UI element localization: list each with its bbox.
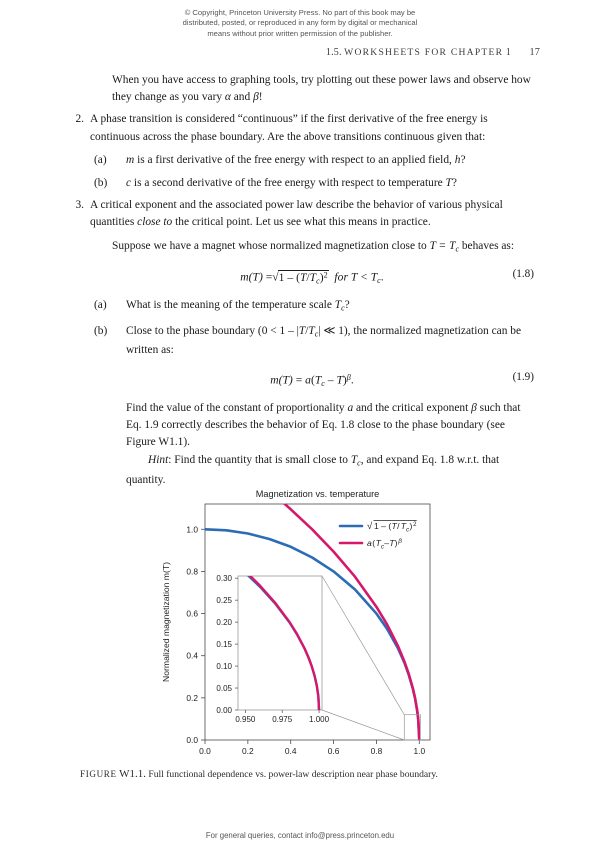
eq19-close: ) <box>342 373 347 387</box>
legend-0-close: ) <box>409 521 413 532</box>
x-tick-label: 0.6 <box>327 746 340 756</box>
legend-0-Tc: T <box>400 521 406 532</box>
list-item-3b-slash: / <box>305 324 309 337</box>
alpha-symbol: α <box>224 91 231 104</box>
list-item-3b-T2-sub: c <box>314 329 319 339</box>
running-head-section: 1.5. <box>325 47 342 58</box>
find-value-paragraph <box>126 400 534 452</box>
inset-x-tick-label: 0.950 <box>235 715 256 724</box>
legend-1-Tc: T <box>375 538 381 549</box>
chart-container <box>0 486 600 758</box>
x-tick-label: 0.0 <box>199 746 211 756</box>
eq19-a: a <box>305 373 311 387</box>
eq18-radicand-sub: c <box>316 276 320 286</box>
list-item-2 <box>68 111 534 192</box>
x-tick-label: 0.4 <box>284 746 297 756</box>
intro-line-2a: and observe how they change as you vary <box>112 74 531 104</box>
legend-0-T: T <box>391 521 397 532</box>
page-number: 17 <box>529 47 540 58</box>
legend-0-slash: / <box>397 521 400 532</box>
list-item-2a-label: (a) <box>94 153 107 166</box>
eq19-Tc-sub: c <box>321 378 325 388</box>
eq19-Tc: T <box>314 373 322 387</box>
eq18-equals: = <box>265 270 273 284</box>
eq19-period: . <box>350 373 354 387</box>
figure-caption-text: Full functional dependence vs. power-law description near phase boundary. <box>148 769 438 780</box>
x-tick-label: 0.8 <box>370 746 383 756</box>
inset-frame <box>238 576 322 710</box>
y-tick-label: 0.4 <box>186 650 198 661</box>
equation-1-9 <box>90 369 534 392</box>
intro-line-2c: ! <box>258 91 263 104</box>
inset-y-tick-label: 0.10 <box>216 662 232 672</box>
suppose-text-b: behaves as: <box>458 239 515 252</box>
hint-paragraph <box>126 452 534 489</box>
inset-y-tick-label: 0.20 <box>216 618 232 628</box>
figure-w1-1 <box>0 486 600 780</box>
list-item-3b <box>90 323 534 489</box>
equation-1-8 <box>90 266 534 289</box>
inset-y-tick-label: 0.30 <box>216 574 232 584</box>
list-item-3-text-b: the critical point. Let us see what this means in practice. <box>172 216 431 229</box>
legend-radical-icon: √ <box>367 521 373 533</box>
eq19-lhs: m <box>270 373 279 387</box>
list-item-3b-T2: T <box>308 324 315 337</box>
eq18-number: (1.8) <box>512 268 534 281</box>
list-item-3a-Tc-sub: c <box>341 303 345 313</box>
copyright-notice <box>0 8 600 39</box>
y-tick-label: 1.0 <box>186 524 198 535</box>
list-item-2b-temp-symbol: T <box>445 177 452 190</box>
intro-paragraph <box>68 72 534 106</box>
running-head-title: WORKSHEETS FOR CHAPTER <box>344 47 504 58</box>
body-text-column <box>68 72 534 490</box>
legend-1-minus: – <box>384 538 389 549</box>
legend-0-part-a: 1 – ( <box>374 521 392 532</box>
list-item-2b-symbol: c <box>126 177 132 190</box>
eq18-radicand-T: T <box>299 270 307 284</box>
hint-text-b: , and expand Eq. 1.8 w.r.t. that quantity. <box>126 454 500 486</box>
inset-y-tick-label: 0.00 <box>216 706 232 715</box>
inset-y-tick-label: 0.15 <box>216 640 232 650</box>
find-text-b: and the critical exponent <box>353 401 472 414</box>
running-head-chapter: 1 <box>505 47 511 58</box>
running-head <box>60 47 540 58</box>
list-item-2a-field-symbol: h <box>454 153 461 166</box>
list-item-3b-T1: T <box>298 324 306 337</box>
inset-x-tick-label: 0.975 <box>272 715 293 724</box>
list-item-3a <box>90 297 534 317</box>
copyright-line-1: © Copyright, Princeton University Press. No part of this book may be <box>184 8 416 17</box>
magnetization-chart <box>0 486 600 758</box>
find-beta-symbol: β <box>471 401 477 414</box>
suppose-subscript: c <box>455 244 459 254</box>
eq19-T: T <box>336 373 343 387</box>
chart-title: Magnetization vs. temperature <box>255 489 380 499</box>
eq18-condition-sub: c <box>377 276 381 286</box>
intro-line-2b: and <box>230 91 254 104</box>
list-item-2-text: A phase transition is considered “continuous” if the first derivative of the free energy is continuous across the phase boundary. Are the above transitions continuous given that: <box>90 113 488 143</box>
figure-caption-number: W1.1. <box>119 768 146 780</box>
figure-caption <box>80 768 520 781</box>
list-item-2-number: 2. <box>75 113 84 126</box>
list-item-3 <box>68 197 534 489</box>
beta-symbol: β <box>253 91 259 104</box>
eq18-radicand-Tc: T <box>309 270 317 284</box>
footer-text: For general queries, contact info@press.princeton.edu <box>205 831 395 840</box>
find-text-a: Find the value of the constant of proportionality <box>126 401 348 414</box>
list-item-3b-label: (b) <box>94 324 108 337</box>
hint-label: Hint <box>148 454 169 467</box>
y-tick-label: 0.8 <box>186 566 198 577</box>
eq19-number: (1.9) <box>512 370 534 383</box>
inset-y-tick-label: 0.25 <box>216 596 232 606</box>
list-item-2b-post: ? <box>451 177 457 190</box>
hint-Tc-sub: c <box>357 458 361 468</box>
inset-y-tick-label: 0.05 <box>216 684 232 694</box>
inset-x-tick-label: 1.000 <box>309 715 330 724</box>
find-a-symbol: a <box>347 401 354 414</box>
hint-text-a: : Find the quantity that is small close to <box>168 454 351 467</box>
eq19-open: ( <box>310 373 315 387</box>
eq19-beta: β <box>346 372 351 382</box>
hint-Tc: T <box>350 454 358 467</box>
inset-connector-bottom <box>322 710 404 740</box>
list-item-3a-text: What is the meaning of the temperature scale <box>126 299 335 312</box>
list-item-2a-symbol: m <box>126 153 135 166</box>
radical-sign-icon: √ <box>272 270 279 284</box>
list-item-2b-text: is a second derivative of the free energy with respect to temperature <box>131 177 446 190</box>
x-tick-label: 1.0 <box>413 746 426 756</box>
eq18-radical <box>272 266 328 289</box>
suppose-text-a: Suppose we have a magnet whose normalized magnetization close to <box>112 239 430 252</box>
y-tick-label: 0.6 <box>186 608 198 619</box>
eq18-condition-end: . <box>380 270 384 284</box>
eq18-radicand-a: 1 – ( <box>278 270 300 284</box>
legend-1-Tc-sub: c <box>381 544 384 551</box>
list-item-3a-label: (a) <box>94 299 107 312</box>
list-item-2b-label: (b) <box>94 177 108 190</box>
x-tick-label: 0.2 <box>242 746 254 756</box>
list-item-3b-text-a: Close to the phase boundary (0 < 1 – | <box>126 324 299 337</box>
list-item-3-number: 3. <box>75 199 84 212</box>
legend-0-sup: 2 <box>413 522 417 529</box>
legend-1-close: ) <box>394 538 398 549</box>
legend-1-open: ( <box>372 538 376 549</box>
eq18-lhs: m <box>240 270 249 284</box>
list-item-3a-Tc: T <box>334 299 342 312</box>
legend-1-beta: β <box>398 538 402 545</box>
y-axis-label: Normalized magnetization m(T) <box>161 562 171 682</box>
list-item-3-text-a: A critical exponent and the associated power law describe the behavior of various physical quantities <box>90 199 503 229</box>
legend-1-a: a <box>367 538 372 549</box>
list-item-3a-post: ? <box>344 299 350 312</box>
y-tick-label: 0.2 <box>186 692 198 703</box>
figure-caption-label: FIGURE <box>80 769 117 779</box>
list-item-3-emphasis: close to <box>137 216 173 229</box>
legend-1-T: T <box>389 538 395 549</box>
eq18-condition: for T < T <box>334 270 378 284</box>
eq19-minus: – <box>324 373 337 387</box>
eq18-radicand-slash: / <box>306 270 310 284</box>
list-item-3b-text-b: | ≪ 1), the normalized magnetization can be written as: <box>126 324 522 357</box>
eq18-radicand-close: ) <box>319 270 324 284</box>
copyright-line-2: distributed, posted, or reproduced in any form by digital or mechanical <box>182 18 418 28</box>
list-item-2a-text: is a first derivative of the free energy with respect to an applied field, <box>134 153 455 166</box>
y-tick-label: 0.0 <box>186 735 198 745</box>
page-footer <box>0 831 600 840</box>
suppose-paragraph <box>90 238 534 258</box>
copyright-line-3: means without prior written permission of the publisher. <box>207 28 393 38</box>
list-item-2a <box>90 152 534 169</box>
list-item-2b <box>90 175 534 192</box>
find-text-c: such that Eq. 1.9 correctly describes the behavior of Eq. 1.8 close to the phase boundary (see Figure W1.1). <box>126 401 521 449</box>
eq19-lhs-arg: (T) <box>278 373 293 387</box>
eq19-equals: = <box>295 373 306 387</box>
eq18-radicand-sup: 2 <box>323 270 328 280</box>
intro-line-1: When you have access to graphing tools, try plotting out these power laws <box>112 74 451 86</box>
list-item-2a-post: ? <box>460 153 466 166</box>
eq18-lhs-arg: (T) <box>248 270 263 284</box>
legend-0-Tc-sub: c <box>406 527 410 534</box>
suppose-equation: T = T <box>429 239 456 252</box>
